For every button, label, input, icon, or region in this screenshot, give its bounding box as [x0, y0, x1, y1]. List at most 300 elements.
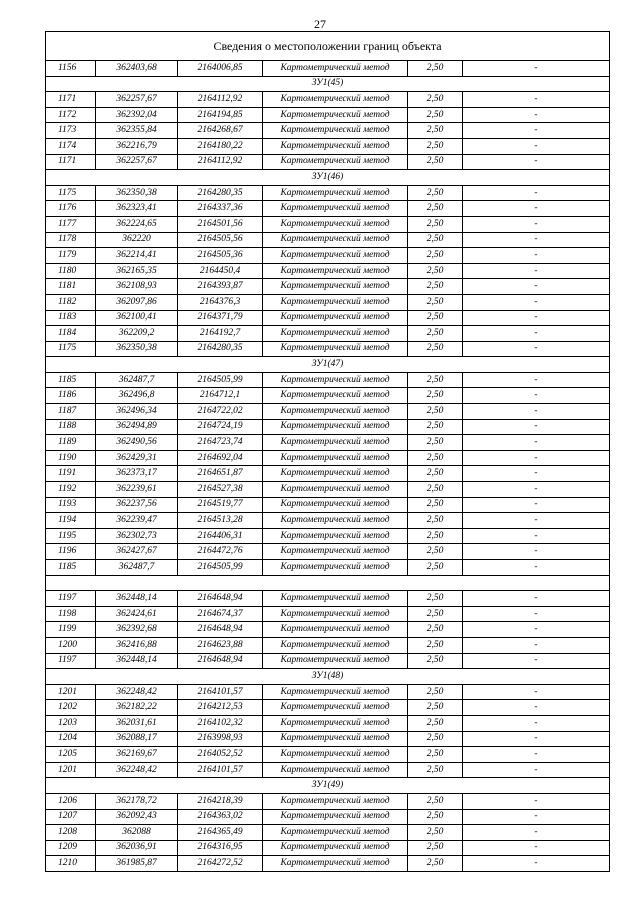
- accuracy-cell: 2,50: [408, 560, 463, 576]
- x-coordinate-cell: 362403,68: [96, 61, 178, 77]
- y-coordinate-cell: 2164648,94: [178, 622, 263, 638]
- y-coordinate-cell: 2164527,38: [178, 482, 263, 498]
- x-coordinate-cell: 362248,42: [96, 684, 178, 700]
- x-coordinate-cell: 362088,17: [96, 731, 178, 747]
- y-coordinate-cell: 2164674,37: [178, 606, 263, 622]
- y-coordinate-cell: 2164648,94: [178, 653, 263, 669]
- accuracy-cell: 2,50: [408, 185, 463, 201]
- x-coordinate-cell: 362416,88: [96, 637, 178, 653]
- description-cell: -: [463, 372, 610, 388]
- method-cell: Картометрический метод: [263, 419, 408, 435]
- point-number-cell: 1174: [46, 138, 96, 154]
- point-number-cell: 1196: [46, 544, 96, 560]
- description-cell: -: [463, 591, 610, 607]
- accuracy-cell: 2,50: [408, 513, 463, 529]
- description-cell: -: [463, 138, 610, 154]
- x-coordinate-cell: 362209,2: [96, 326, 178, 342]
- accuracy-cell: 2,50: [408, 107, 463, 123]
- y-coordinate-cell: 2164623,88: [178, 637, 263, 653]
- x-coordinate-cell: 362257,67: [96, 154, 178, 170]
- description-cell: -: [463, 513, 610, 529]
- table-row: [46, 825, 610, 841]
- table-row: [46, 497, 610, 513]
- point-number-cell: 1201: [46, 684, 96, 700]
- point-number-cell: 1185: [46, 372, 96, 388]
- accuracy-cell: 2,50: [408, 404, 463, 420]
- method-cell: Картометрический метод: [263, 809, 408, 825]
- description-cell: -: [463, 404, 610, 420]
- method-cell: Картометрический метод: [263, 591, 408, 607]
- method-cell: Картометрический метод: [263, 248, 408, 264]
- y-coordinate-cell: 2164192,7: [178, 326, 263, 342]
- table-row: [46, 731, 610, 747]
- accuracy-cell: 2,50: [408, 216, 463, 232]
- method-cell: Картометрический метод: [263, 388, 408, 404]
- x-coordinate-cell: 362220: [96, 232, 178, 248]
- accuracy-cell: 2,50: [408, 123, 463, 139]
- description-cell: -: [463, 216, 610, 232]
- description-cell: -: [463, 715, 610, 731]
- method-cell: Картометрический метод: [263, 294, 408, 310]
- table-row: [46, 294, 610, 310]
- y-coordinate-cell: 2164501,56: [178, 216, 263, 232]
- x-coordinate-cell: 362165,35: [96, 263, 178, 279]
- description-cell: -: [463, 856, 610, 872]
- description-cell: -: [463, 793, 610, 809]
- description-cell: -: [463, 107, 610, 123]
- table-row: [46, 107, 610, 123]
- point-number-cell: 1177: [46, 216, 96, 232]
- y-coordinate-cell: 2164052,52: [178, 747, 263, 763]
- section-label: ЗУ1(49): [46, 778, 610, 794]
- method-cell: Картометрический метод: [263, 482, 408, 498]
- y-coordinate-cell: 2164180,22: [178, 138, 263, 154]
- description-cell: -: [463, 326, 610, 342]
- x-coordinate-cell: 362392,04: [96, 107, 178, 123]
- accuracy-cell: 2,50: [408, 310, 463, 326]
- method-cell: Картометрический метод: [263, 326, 408, 342]
- table-row: [46, 747, 610, 763]
- y-coordinate-cell: 2164648,94: [178, 591, 263, 607]
- y-coordinate-cell: 2164101,57: [178, 684, 263, 700]
- y-coordinate-cell: 2164513,28: [178, 513, 263, 529]
- table-row: [46, 201, 610, 217]
- point-number-cell: 1201: [46, 762, 96, 778]
- description-cell: -: [463, 123, 610, 139]
- x-coordinate-cell: 362496,34: [96, 404, 178, 420]
- accuracy-cell: 2,50: [408, 497, 463, 513]
- method-cell: Картометрический метод: [263, 497, 408, 513]
- description-cell: -: [463, 482, 610, 498]
- x-coordinate-cell: 362097,86: [96, 294, 178, 310]
- boundary-points-table: [45, 31, 610, 872]
- section-row: [46, 575, 610, 591]
- y-coordinate-cell: 2164371,79: [178, 310, 263, 326]
- y-coordinate-cell: 2164280,35: [178, 185, 263, 201]
- table-row: [46, 232, 610, 248]
- description-cell: -: [463, 419, 610, 435]
- table-row: [46, 793, 610, 809]
- point-number-cell: 1210: [46, 856, 96, 872]
- point-number-cell: 1198: [46, 606, 96, 622]
- table-row: [46, 606, 610, 622]
- table-row: [46, 435, 610, 451]
- description-cell: -: [463, 684, 610, 700]
- method-cell: Картометрический метод: [263, 341, 408, 357]
- accuracy-cell: 2,50: [408, 294, 463, 310]
- x-coordinate-cell: 361985,87: [96, 856, 178, 872]
- table-row: [46, 341, 610, 357]
- description-cell: -: [463, 263, 610, 279]
- y-coordinate-cell: 2164112,92: [178, 92, 263, 108]
- method-cell: Картометрический метод: [263, 154, 408, 170]
- method-cell: Картометрический метод: [263, 715, 408, 731]
- point-number-cell: 1184: [46, 326, 96, 342]
- method-cell: Картометрический метод: [263, 731, 408, 747]
- accuracy-cell: 2,50: [408, 856, 463, 872]
- y-coordinate-cell: 2164406,31: [178, 528, 263, 544]
- table-row: [46, 653, 610, 669]
- x-coordinate-cell: 362169,67: [96, 747, 178, 763]
- accuracy-cell: 2,50: [408, 154, 463, 170]
- method-cell: Картометрический метод: [263, 372, 408, 388]
- y-coordinate-cell: 2164112,92: [178, 154, 263, 170]
- y-coordinate-cell: 2164194,85: [178, 107, 263, 123]
- y-coordinate-cell: 2163998,93: [178, 731, 263, 747]
- x-coordinate-cell: 362248,42: [96, 762, 178, 778]
- y-coordinate-cell: 2164365,49: [178, 825, 263, 841]
- accuracy-cell: 2,50: [408, 482, 463, 498]
- x-coordinate-cell: 362490,56: [96, 435, 178, 451]
- accuracy-cell: 2,50: [408, 825, 463, 841]
- description-cell: -: [463, 185, 610, 201]
- point-number-cell: 1193: [46, 497, 96, 513]
- accuracy-cell: 2,50: [408, 419, 463, 435]
- table-row: [46, 404, 610, 420]
- table-row: [46, 809, 610, 825]
- point-number-cell: 1156: [46, 61, 96, 77]
- method-cell: Картометрический метод: [263, 123, 408, 139]
- x-coordinate-cell: 362214,41: [96, 248, 178, 264]
- table-row: [46, 372, 610, 388]
- y-coordinate-cell: 2164212,53: [178, 700, 263, 716]
- description-cell: -: [463, 528, 610, 544]
- accuracy-cell: 2,50: [408, 279, 463, 295]
- accuracy-cell: 2,50: [408, 700, 463, 716]
- method-cell: Картометрический метод: [263, 840, 408, 856]
- table-row: [46, 92, 610, 108]
- table-row: [46, 388, 610, 404]
- method-cell: Картометрический метод: [263, 201, 408, 217]
- table-row: [46, 482, 610, 498]
- accuracy-cell: 2,50: [408, 435, 463, 451]
- method-cell: Картометрический метод: [263, 793, 408, 809]
- section-row: [46, 357, 610, 373]
- table-row: [46, 528, 610, 544]
- table-row: [46, 326, 610, 342]
- y-coordinate-cell: 2164712,1: [178, 388, 263, 404]
- point-number-cell: 1200: [46, 637, 96, 653]
- x-coordinate-cell: 362323,41: [96, 201, 178, 217]
- description-cell: -: [463, 544, 610, 560]
- y-coordinate-cell: 2164505,36: [178, 248, 263, 264]
- point-number-cell: 1178: [46, 232, 96, 248]
- x-coordinate-cell: 362496,8: [96, 388, 178, 404]
- table-row: [46, 637, 610, 653]
- point-number-cell: 1202: [46, 700, 96, 716]
- accuracy-cell: 2,50: [408, 372, 463, 388]
- description-cell: -: [463, 762, 610, 778]
- point-number-cell: 1203: [46, 715, 96, 731]
- table-row: [46, 185, 610, 201]
- y-coordinate-cell: 2164101,57: [178, 762, 263, 778]
- accuracy-cell: 2,50: [408, 138, 463, 154]
- x-coordinate-cell: 362239,47: [96, 513, 178, 529]
- point-number-cell: 1187: [46, 404, 96, 420]
- method-cell: Картометрический метод: [263, 528, 408, 544]
- description-cell: -: [463, 341, 610, 357]
- y-coordinate-cell: 2164316,95: [178, 840, 263, 856]
- y-coordinate-cell: 2164724,19: [178, 419, 263, 435]
- x-coordinate-cell: 362239,61: [96, 482, 178, 498]
- method-cell: Картометрический метод: [263, 92, 408, 108]
- point-number-cell: 1197: [46, 653, 96, 669]
- x-coordinate-cell: 362350,38: [96, 341, 178, 357]
- table-row: [46, 684, 610, 700]
- section-row: [46, 669, 610, 685]
- section-label: [46, 575, 610, 591]
- x-coordinate-cell: 362448,14: [96, 591, 178, 607]
- accuracy-cell: 2,50: [408, 793, 463, 809]
- point-number-cell: 1197: [46, 591, 96, 607]
- section-label: ЗУ1(48): [46, 669, 610, 685]
- x-coordinate-cell: 362178,72: [96, 793, 178, 809]
- x-coordinate-cell: 362088: [96, 825, 178, 841]
- point-number-cell: 1183: [46, 310, 96, 326]
- table-row: [46, 840, 610, 856]
- y-coordinate-cell: 2164472,76: [178, 544, 263, 560]
- method-cell: Картометрический метод: [263, 310, 408, 326]
- method-cell: Картометрический метод: [263, 637, 408, 653]
- x-coordinate-cell: 362224,65: [96, 216, 178, 232]
- point-number-cell: 1182: [46, 294, 96, 310]
- method-cell: Картометрический метод: [263, 513, 408, 529]
- table-title-row: [46, 32, 610, 61]
- description-cell: -: [463, 497, 610, 513]
- accuracy-cell: 2,50: [408, 450, 463, 466]
- point-number-cell: 1171: [46, 154, 96, 170]
- description-cell: -: [463, 450, 610, 466]
- x-coordinate-cell: 362100,41: [96, 310, 178, 326]
- point-number-cell: 1175: [46, 185, 96, 201]
- method-cell: Картометрический метод: [263, 450, 408, 466]
- y-coordinate-cell: 2164218,39: [178, 793, 263, 809]
- y-coordinate-cell: 2164268,67: [178, 123, 263, 139]
- x-coordinate-cell: 362302,73: [96, 528, 178, 544]
- method-cell: Картометрический метод: [263, 435, 408, 451]
- accuracy-cell: 2,50: [408, 606, 463, 622]
- table-row: [46, 263, 610, 279]
- description-cell: -: [463, 294, 610, 310]
- table-row: [46, 450, 610, 466]
- table-row: [46, 248, 610, 264]
- point-number-cell: 1205: [46, 747, 96, 763]
- accuracy-cell: 2,50: [408, 591, 463, 607]
- method-cell: Картометрический метод: [263, 856, 408, 872]
- point-number-cell: 1172: [46, 107, 96, 123]
- x-coordinate-cell: 362448,14: [96, 653, 178, 669]
- method-cell: Картометрический метод: [263, 544, 408, 560]
- point-number-cell: 1188: [46, 419, 96, 435]
- x-coordinate-cell: 362350,38: [96, 185, 178, 201]
- y-coordinate-cell: 2164102,32: [178, 715, 263, 731]
- description-cell: -: [463, 310, 610, 326]
- point-number-cell: 1175: [46, 341, 96, 357]
- description-cell: -: [463, 248, 610, 264]
- page-number: 27: [314, 17, 326, 31]
- table-body: [46, 32, 610, 872]
- y-coordinate-cell: 2164722,02: [178, 404, 263, 420]
- method-cell: Картометрический метод: [263, 700, 408, 716]
- table-row: [46, 856, 610, 872]
- point-number-cell: 1186: [46, 388, 96, 404]
- y-coordinate-cell: 2164280,35: [178, 341, 263, 357]
- method-cell: Картометрический метод: [263, 263, 408, 279]
- point-number-cell: 1192: [46, 482, 96, 498]
- table-title: Сведения о местоположении границ объекта: [46, 32, 610, 61]
- accuracy-cell: 2,50: [408, 341, 463, 357]
- accuracy-cell: 2,50: [408, 326, 463, 342]
- table-row: [46, 544, 610, 560]
- table-row: [46, 138, 610, 154]
- x-coordinate-cell: 362108,93: [96, 279, 178, 295]
- y-coordinate-cell: 2164651,87: [178, 466, 263, 482]
- table-row: [46, 591, 610, 607]
- method-cell: Картометрический метод: [263, 216, 408, 232]
- y-coordinate-cell: 2164376,3: [178, 294, 263, 310]
- method-cell: Картометрический метод: [263, 606, 408, 622]
- accuracy-cell: 2,50: [408, 622, 463, 638]
- table-row: [46, 700, 610, 716]
- accuracy-cell: 2,50: [408, 809, 463, 825]
- table-row: [46, 310, 610, 326]
- point-number-cell: 1190: [46, 450, 96, 466]
- description-cell: -: [463, 388, 610, 404]
- point-number-cell: 1189: [46, 435, 96, 451]
- point-number-cell: 1204: [46, 731, 96, 747]
- accuracy-cell: 2,50: [408, 61, 463, 77]
- description-cell: -: [463, 825, 610, 841]
- y-coordinate-cell: 2164393,87: [178, 279, 263, 295]
- x-coordinate-cell: 362494,89: [96, 419, 178, 435]
- method-cell: Картометрический метод: [263, 762, 408, 778]
- description-cell: -: [463, 637, 610, 653]
- point-number-cell: 1207: [46, 809, 96, 825]
- table-row: [46, 466, 610, 482]
- table-row: [46, 216, 610, 232]
- method-cell: Картометрический метод: [263, 185, 408, 201]
- accuracy-cell: 2,50: [408, 92, 463, 108]
- description-cell: -: [463, 747, 610, 763]
- description-cell: -: [463, 606, 610, 622]
- table-row: [46, 279, 610, 295]
- section-row: [46, 778, 610, 794]
- table-row: [46, 715, 610, 731]
- x-coordinate-cell: 362427,67: [96, 544, 178, 560]
- table-row: [46, 123, 610, 139]
- description-cell: -: [463, 840, 610, 856]
- section-label: ЗУ1(45): [46, 76, 610, 92]
- method-cell: Картометрический метод: [263, 232, 408, 248]
- description-cell: -: [463, 560, 610, 576]
- table-row: [46, 762, 610, 778]
- accuracy-cell: 2,50: [408, 840, 463, 856]
- method-cell: Картометрический метод: [263, 466, 408, 482]
- y-coordinate-cell: 2164450,4: [178, 263, 263, 279]
- description-cell: -: [463, 809, 610, 825]
- point-number-cell: 1185: [46, 560, 96, 576]
- y-coordinate-cell: 2164363,02: [178, 809, 263, 825]
- accuracy-cell: 2,50: [408, 232, 463, 248]
- accuracy-cell: 2,50: [408, 731, 463, 747]
- method-cell: Картометрический метод: [263, 138, 408, 154]
- description-cell: -: [463, 435, 610, 451]
- accuracy-cell: 2,50: [408, 263, 463, 279]
- description-cell: -: [463, 653, 610, 669]
- point-number-cell: 1191: [46, 466, 96, 482]
- point-number-cell: 1199: [46, 622, 96, 638]
- accuracy-cell: 2,50: [408, 201, 463, 217]
- x-coordinate-cell: 362237,56: [96, 497, 178, 513]
- x-coordinate-cell: 362092,43: [96, 809, 178, 825]
- y-coordinate-cell: 2164505,56: [178, 232, 263, 248]
- table-row: [46, 61, 610, 77]
- x-coordinate-cell: 362424,61: [96, 606, 178, 622]
- y-coordinate-cell: 2164505,99: [178, 372, 263, 388]
- point-number-cell: 1179: [46, 248, 96, 264]
- table-row: [46, 622, 610, 638]
- x-coordinate-cell: 362182,22: [96, 700, 178, 716]
- x-coordinate-cell: 362429,31: [96, 450, 178, 466]
- method-cell: Картометрический метод: [263, 622, 408, 638]
- section-label: ЗУ1(47): [46, 357, 610, 373]
- table-row: [46, 560, 610, 576]
- description-cell: -: [463, 201, 610, 217]
- accuracy-cell: 2,50: [408, 528, 463, 544]
- point-number-cell: 1181: [46, 279, 96, 295]
- description-cell: -: [463, 700, 610, 716]
- x-coordinate-cell: 362355,84: [96, 123, 178, 139]
- point-number-cell: 1194: [46, 513, 96, 529]
- description-cell: -: [463, 92, 610, 108]
- description-cell: -: [463, 279, 610, 295]
- accuracy-cell: 2,50: [408, 653, 463, 669]
- x-coordinate-cell: 362216,79: [96, 138, 178, 154]
- y-coordinate-cell: 2164692,04: [178, 450, 263, 466]
- y-coordinate-cell: 2164519,77: [178, 497, 263, 513]
- y-coordinate-cell: 2164006,85: [178, 61, 263, 77]
- point-number-cell: 1173: [46, 123, 96, 139]
- x-coordinate-cell: 362036,91: [96, 840, 178, 856]
- table-row: [46, 419, 610, 435]
- accuracy-cell: 2,50: [408, 762, 463, 778]
- x-coordinate-cell: 362392,68: [96, 622, 178, 638]
- table-row: [46, 154, 610, 170]
- method-cell: Картометрический метод: [263, 747, 408, 763]
- accuracy-cell: 2,50: [408, 747, 463, 763]
- accuracy-cell: 2,50: [408, 466, 463, 482]
- point-number-cell: 1180: [46, 263, 96, 279]
